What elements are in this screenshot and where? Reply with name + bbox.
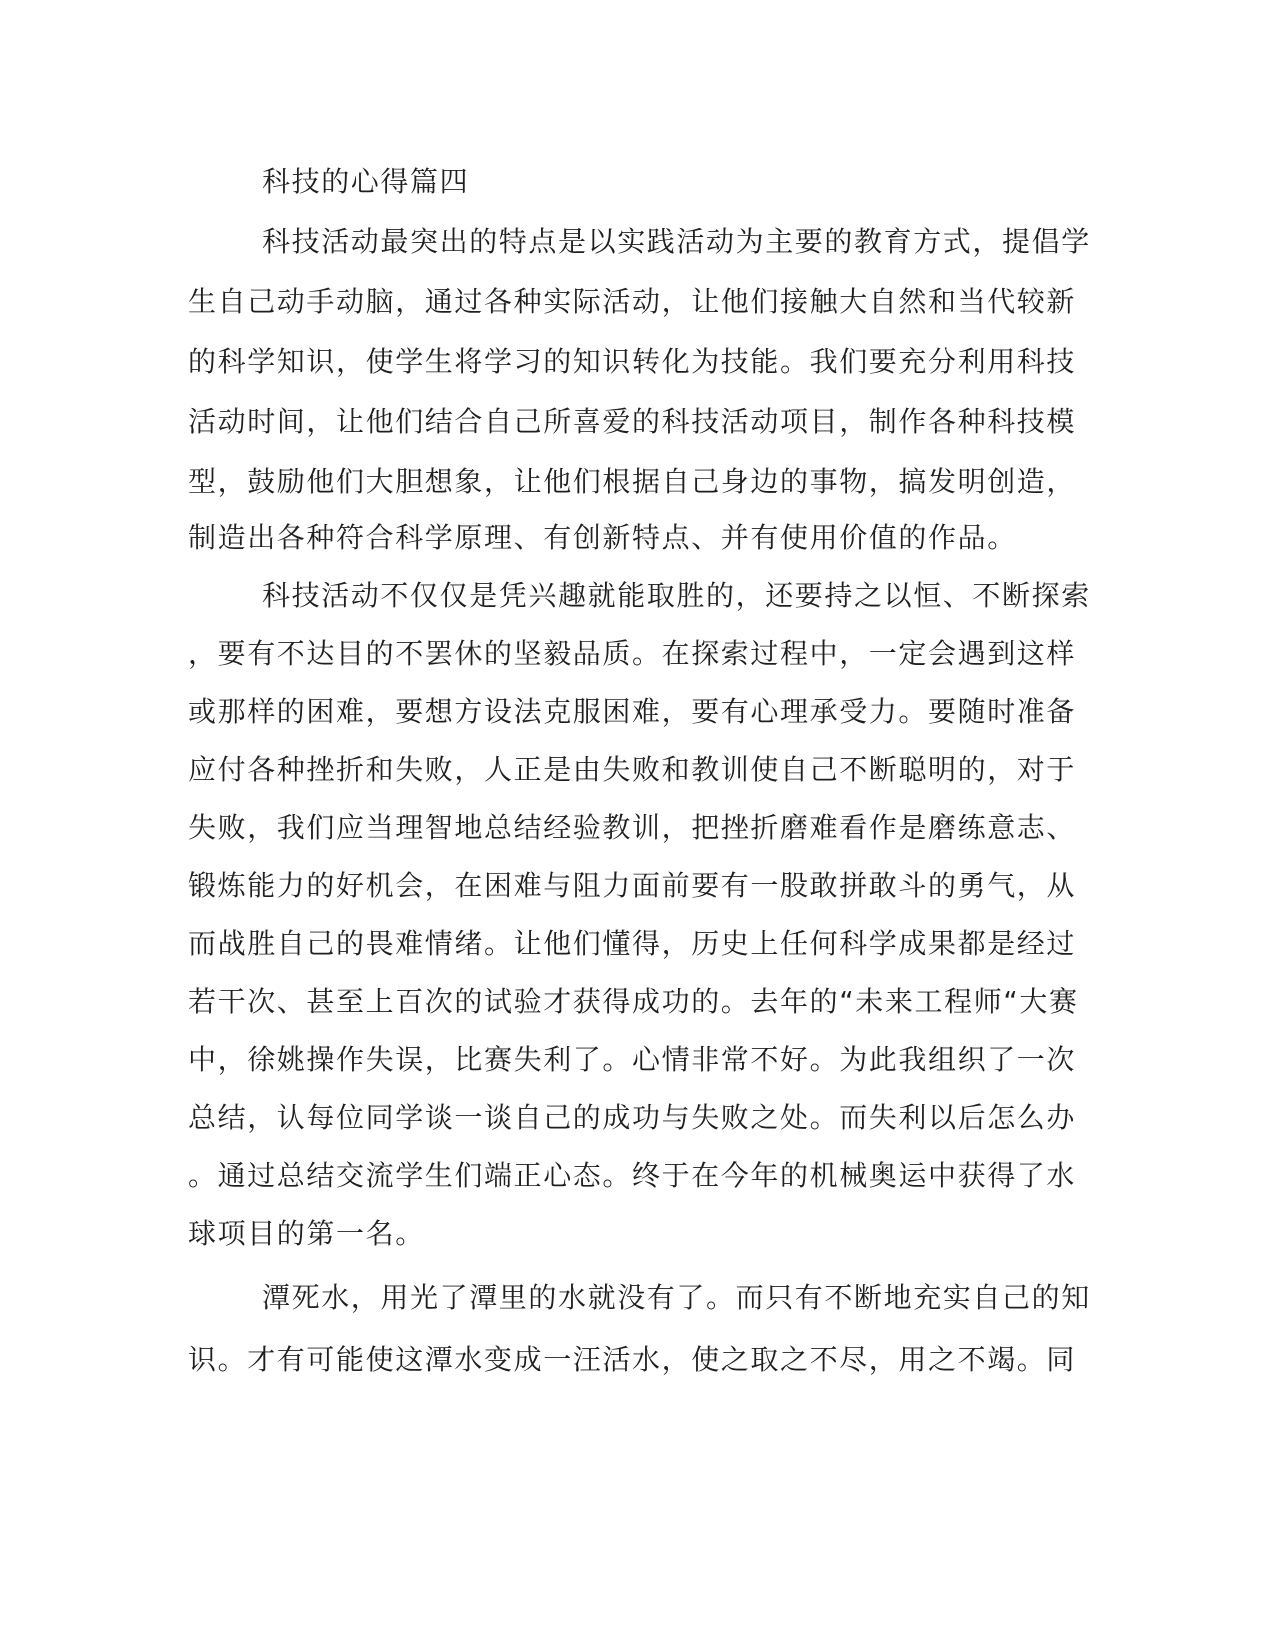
paragraph-2-line-7: 而战胜自己的畏难情绪。让他们懂得，历史上任何科学成果都是经过 [188,927,1077,960]
section-heading: 科技的心得篇四 [262,165,470,198]
paragraph-2-line-4: 应付各种挫折和失败，人正是由失败和教训使自己不断聪明的，对于 [188,753,1077,786]
paragraph-2-line-3: 或那样的困难，要想方设法克服困难，要有心理承受力。要随时准备 [188,695,1077,728]
paragraph-1-line-5: 型，鼓励他们大胆想象，让他们根据自己身边的事物，搞发明创造， [188,465,1077,498]
paragraph-2-line-6: 锻炼能力的好机会，在困难与阻力面前要有一股敢拼敢斗的勇气，从 [188,869,1077,902]
paragraph-1-line-2: 生自己动手动脑，通过各种实际活动，让他们接触大自然和当代较新 [188,285,1077,318]
paragraph-2-line-1: 科技活动不仅仅是凭兴趣就能取胜的，还要持之以恒、不断探索 [262,579,1091,612]
paragraph-2-line-11: 。通过总结交流学生们端正心态。终于在今年的机械奥运中获得了水 [188,1159,1077,1192]
paragraph-2-line-10: 总结，认每位同学谈一谈自己的成功与失败之处。而失利以后怎么办 [188,1101,1077,1134]
paragraph-2-line-2: ，要有不达目的不罢休的坚毅品质。在探索过程中，一定会遇到这样 [188,637,1077,670]
paragraph-1-line-1: 科技活动最突出的特点是以实践活动为主要的教育方式，提倡学 [262,225,1091,258]
paragraph-2-line-8: 若干次、甚至上百次的试验才获得成功的。去年的“未来工程师“大赛 [188,985,1079,1018]
paragraph-2-line-12: 球项目的第一名。 [188,1217,425,1250]
paragraph-1-line-4: 活动时间，让他们结合自己所喜爱的科技活动项目，制作各种科技模 [188,405,1077,438]
paragraph-2-line-9: 中，徐姚操作失误，比赛失利了。心情非常不好。为此我组织了一次 [188,1043,1077,1076]
paragraph-1-line-6: 制造出各种符合科学原理、有创新特点、并有使用价值的作品。 [188,521,1017,554]
paragraph-3-line-2: 识。才有可能使这潭水变成一汪活水，使之取之不尽，用之不竭。同 [188,1343,1077,1376]
paragraph-1-line-3: 的科学知识，使学生将学习的知识转化为技能。我们要充分利用科技 [188,345,1077,378]
paragraph-3-line-1: 潭死水，用光了潭里的水就没有了。而只有不断地充实自己的知 [262,1281,1091,1314]
paragraph-2-line-5: 失败，我们应当理智地总结经验教训，把挫折磨难看作是磨练意志、 [188,811,1077,844]
